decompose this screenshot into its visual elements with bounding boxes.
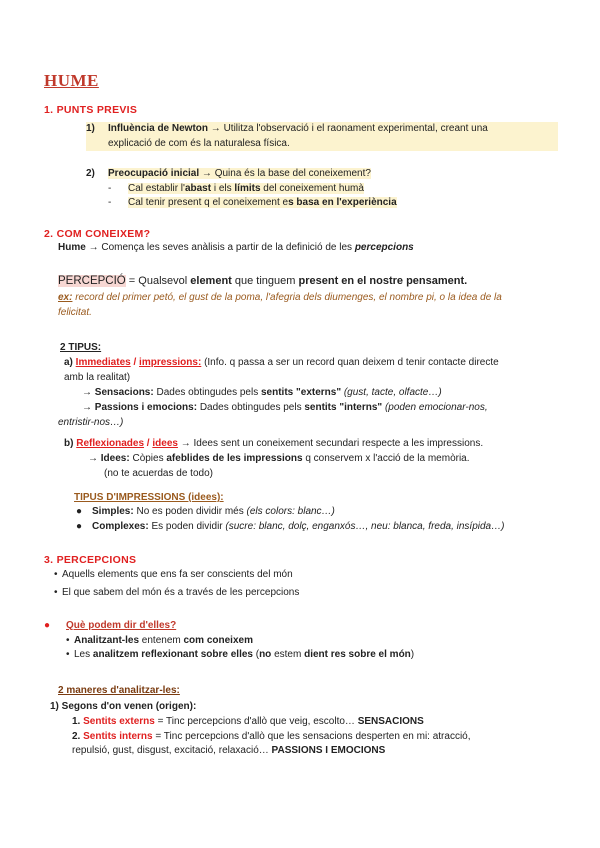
section-3-heading: 3. PERCEPCIONS (44, 554, 137, 566)
que-podem-dir: ● Què podem dir d'elles? • Analitzant-les entenem com coneixem • Les analitzem reflexionant sobre elles (no estem dient res sobre el món) (44, 620, 415, 660)
maneres-heading: 2 maneres d'analitzar-les: (58, 685, 180, 696)
tipus-heading: 2 TIPUS: (60, 342, 102, 353)
point-2-text: → Quina és la base del coneixement? (199, 168, 371, 179)
segons-origen: 1) Segons d'on venen (origen): (50, 701, 197, 712)
point-2 (86, 167, 558, 211)
impressions-list (76, 505, 560, 534)
tipus-b: b) Reflexionades / idees → Idees sent un coneixement secundari respecte a les impressions. (64, 438, 484, 449)
sensacions: → Sensacions: Dades obtingudes pels sentits "externs" (gust, tacte, olfacte…) (82, 387, 442, 398)
manera-2: 2. Sentits interns = Tinc percepcions d'allò que les sensacions desperten en mi: atracció, (72, 730, 471, 742)
point-2-title: Preocupació inicial (108, 168, 200, 179)
point-1-title: Influència de Newton (108, 123, 209, 134)
section-2-heading: 2. COM CONEIXEM? (44, 228, 151, 240)
immediates-label: Immediates (75, 357, 131, 368)
bullet-abast: - Cal establir l'abast i els límits del coneixement humà (108, 182, 364, 194)
question-label: Què podem dir d'elles? (66, 620, 177, 631)
hume-intro: Hume → Comença les seves anàlisis a partir de la definició de les percepcions (58, 242, 414, 253)
idees-note: (no te acuerdas de todo) (104, 467, 213, 479)
manera-1: 1. Sentits externs = Tinc percepcions d'allò que veig, escolto… SENSACIONS (72, 716, 424, 727)
point-1-text-cont: explicació de com és la naturalesa física. (108, 137, 290, 149)
percepcio-example: ex: record del primer petó, el gust de la poma, l'afegria dels diumenges, el nombre pi, o la idea de la felicitat. (58, 292, 502, 318)
passions: → Passions i emocions: Dades obtingudes pels sentits "interns" (poden emocionar-nos, entristir-nos…) (58, 402, 488, 428)
idees: → Idees: Còpies afeblides de les impressions q conservem x l'acció de la memòria. (no te acuerdas de todo) (88, 452, 558, 481)
bullet-experiencia: - Cal tenir present q el coneixement es basa en l'experiència (108, 197, 397, 208)
point-1 (86, 122, 558, 151)
example-label: ex: (58, 292, 73, 303)
point-1-text: → Utilitza l'observació i el raonament experimental, creant una (208, 123, 488, 134)
complexes-item: ● Complexes: Es poden dividir (sucre: blanc, dolç, enganxós…, neu: blanca, freda, insípida…) (76, 520, 505, 532)
impressions-label: impressions: (139, 357, 202, 368)
page-title: HUME (44, 71, 99, 90)
reflexionades-label: Reflexionades (76, 438, 145, 449)
percepcio-label: PERCEPCIÓ (58, 275, 126, 287)
simples-item: ● Simples: No es poden dividir més (els colors: blanc…) (76, 506, 335, 517)
tipus-impressions-heading: TIPUS D'IMPRESSIONS (idees): (74, 492, 224, 503)
idees-label: idees (152, 438, 178, 449)
maneres-list: 1. Sentits externs = Tinc percepcions d'allò que veig, escolto… SENSACIONS 2. Sentits interns = Tinc percepcions d'allò que les sensacions desperten en mi: atracció, repulsió, gust, disgust, excitació, relaxació… PASSIONS I EMOCIONS (72, 715, 558, 759)
percepcions-definitions: • Aquells elements que ens fa ser conscients del món • El que sabem del món és a través de les percepcions (54, 569, 300, 598)
point-2-number: 2) (86, 168, 95, 179)
percepcio-definition: PERCEPCIÓ = Qualsevol element que tinguem present en el nostre pensament. (58, 275, 468, 287)
tipus-a: a) Immediates / impressions: (Info. q passa a ser un record quan deixem d tenir contacte directe amb la realitat) (64, 357, 499, 383)
section-1-heading: 1. PUNTS PREVIS (44, 104, 138, 116)
point-1-number: 1) (86, 123, 95, 134)
